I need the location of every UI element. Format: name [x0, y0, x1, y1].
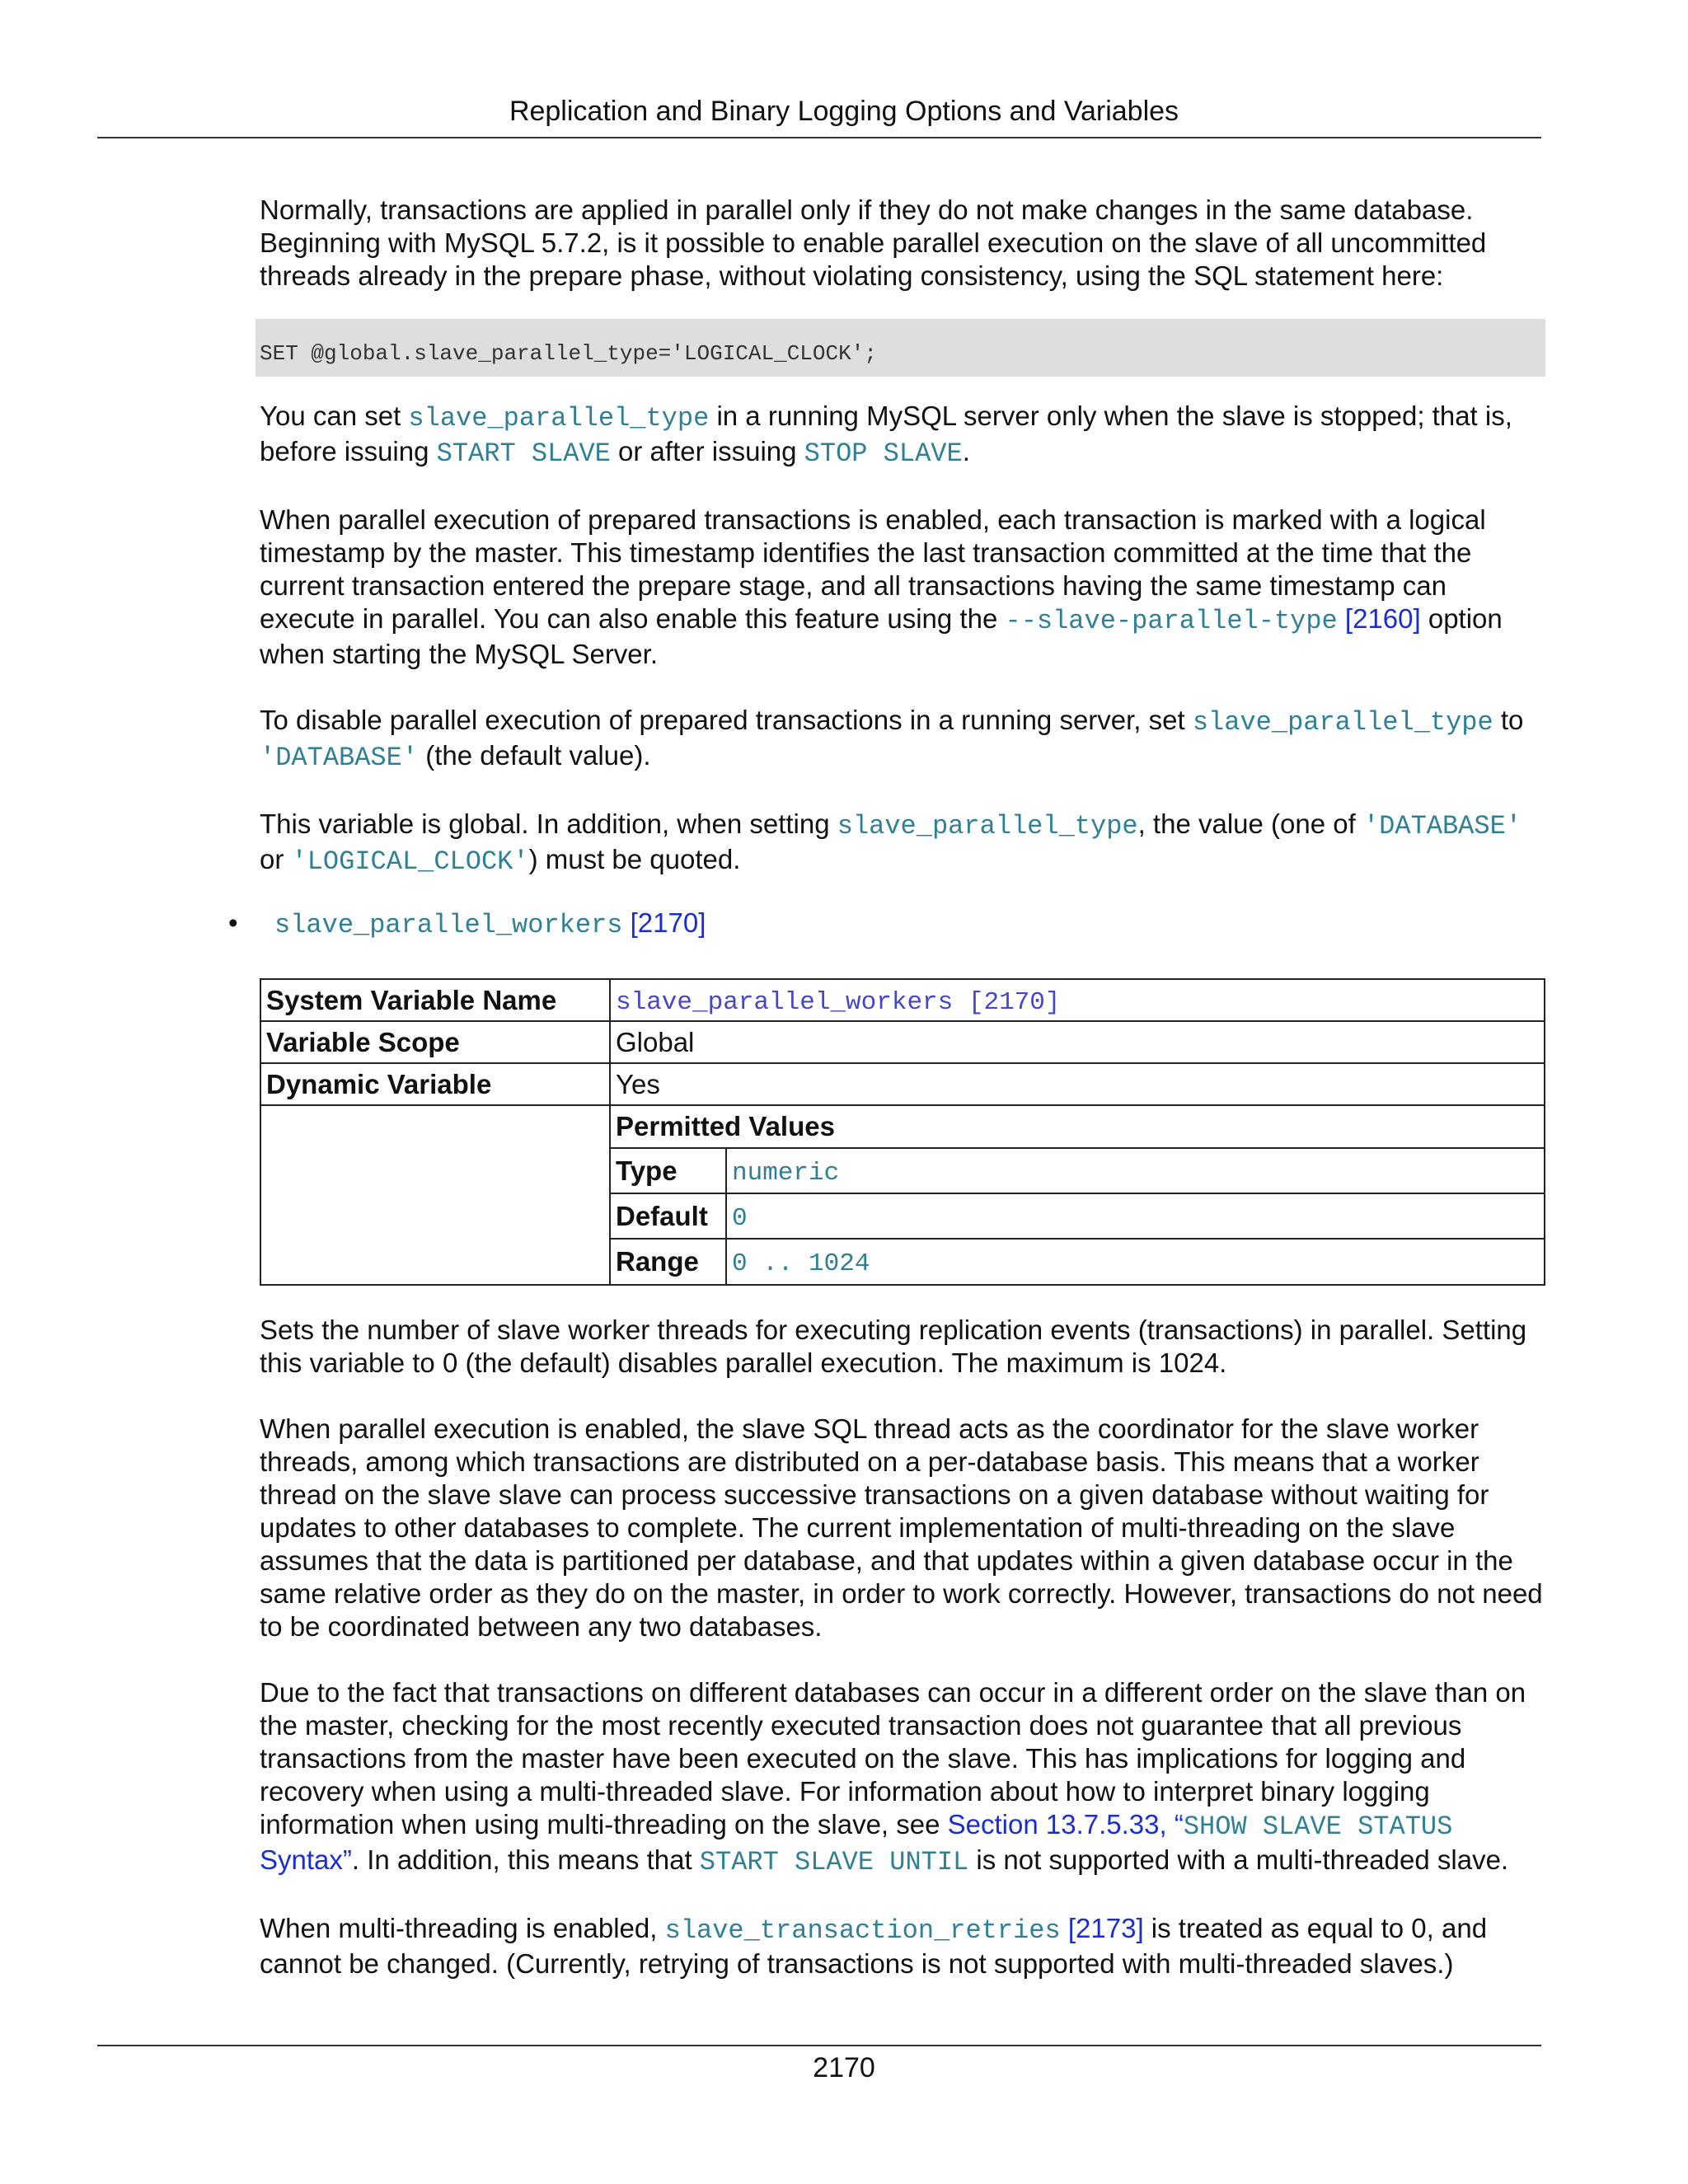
permitted-values-heading: Permitted Values — [611, 1106, 1544, 1148]
code-slave-parallel-type[interactable]: slave_parallel_type — [408, 403, 710, 434]
paragraph-worker-threads: Sets the number of slave worker threads for executing replication events (transactions) in parallel. Setting this variable to 0 (the default) disables parallel execution. The maximum is 1024. — [260, 1315, 1527, 1378]
table-label-dynamic-variable: Dynamic Variable — [260, 1063, 610, 1105]
table-value-variable-scope: Global — [610, 1021, 1545, 1063]
code-slave-parallel-type-3[interactable]: slave_parallel_type — [837, 811, 1138, 841]
table-row — [260, 979, 1545, 1021]
code-slave-parallel-workers[interactable]: slave_parallel_workers — [274, 910, 623, 940]
range-value: 0 .. 1024 — [732, 1249, 870, 1278]
variable-properties-table — [260, 978, 1545, 1286]
paragraph-parallel-intro: Normally, transactions are applied in parallel only if they do not make changes in the same database. Beginning with MySQL 5.7.2, is it possible to enable parallel execution on the slave of all uncommitted threads already in the prepare phase, without violating consistency, using the SQL statement here: — [260, 194, 1487, 291]
table-row — [260, 1063, 1545, 1105]
code-database-value: 'DATABASE' — [260, 743, 419, 773]
table-value-dynamic-variable: Yes — [610, 1063, 1545, 1105]
code-slave-parallel-type-option[interactable]: --slave-parallel-type — [1005, 606, 1338, 636]
type-value: numeric — [726, 1148, 1544, 1193]
default-label: Default — [611, 1193, 726, 1239]
page-content — [228, 194, 1545, 1980]
bullet-item-slave-parallel-workers — [228, 907, 1545, 942]
paragraph-global-variable: This variable is global. In addition, when setting slave_parallel_type, the value (one of 'DATABASE' or 'LOGICAL_CLOCK') must be quoted. — [260, 808, 1522, 877]
header-rule — [97, 137, 1541, 138]
range-label: Range — [611, 1239, 726, 1284]
code-block: SET @global.slave_parallel_type='LOGICAL_CLOCK'; — [256, 319, 1545, 377]
link-2160[interactable]: [2160] — [1344, 603, 1421, 634]
default-value: 0 — [726, 1193, 1544, 1239]
type-label: Type — [611, 1148, 726, 1193]
link-section-show-slave-status[interactable]: Section 13.7.5.33, “SHOW SLAVE STATUS Syntax” — [260, 1809, 1453, 1875]
paragraph-coordinator: When parallel execution is enabled, the slave SQL thread acts as the coordinator for the slave worker threads, among which transactions are distributed on a per-database basis. This means that a worker thread on the slave slave can process successive transactions on a given database without waiting for updates to other databases to complete. The current implementation of multi-threading on the slave assumes that the data is partitioned per database, and that updates within a given database occur in the same relative order as they do on the master, in order to work correctly. However, transactions do not need to be coordinated between any two databases. — [260, 1413, 1543, 1642]
running-header: Replication and Binary Logging Options and Variables — [509, 96, 1179, 127]
paragraph-logical-timestamp: When parallel execution of prepared transactions is enabled, each transaction is marked with a logical timestamp by the master. This timestamp identifies the last transaction committed at the time that the current transaction entered the prepare stage, and all transactions having the same timestamp can execute in parallel. You can also enable this feature using the --slave-parallel-type [2160] option when starting the MySQL Server. — [260, 504, 1503, 669]
code-database-value-2: 'DATABASE' — [1362, 811, 1522, 841]
table-row — [260, 1105, 1545, 1285]
permitted-values-table — [611, 1106, 1544, 1284]
table-value-system-variable-name — [610, 979, 1545, 1021]
link-slave-parallel-workers[interactable]: slave_parallel_workers [2170] — [616, 987, 1061, 1017]
code-slave-transaction-retries[interactable]: slave_transaction_retries — [664, 1915, 1061, 1946]
paragraph-different-order: Due to the fact that transactions on different databases can occur in a different order on the slave than on the master, checking for the most recently executed transaction does not guarantee that all previous transactions from the master have been executed on the slave. This has implications for logging and recovery when using a multi-threaded slave. For information about how to interpret binary logging information when using multi-threading on the slave, see Section 13.7.5.33, “SHOW SLAVE STATUS Syntax”. In addition, this means that START SLAVE UNTIL is not supported with a multi-threaded slave. — [260, 1677, 1526, 1877]
table-label-variable-scope: Variable Scope — [260, 1021, 610, 1063]
permitted-values-cell — [610, 1105, 1545, 1285]
table-row — [260, 1021, 1545, 1063]
table-label-system-variable-name: System Variable Name — [260, 979, 610, 1021]
paragraph-set-type: You can set slave_parallel_type in a running MySQL server only when the slave is stopped; that is, before issuing START SLAVE or after issuing STOP SLAVE. — [260, 401, 1512, 469]
page-number: 2170 — [813, 2052, 875, 2083]
code-stop-slave[interactable]: STOP SLAVE — [804, 438, 963, 469]
code-start-slave-until[interactable]: START SLAVE UNTIL — [699, 1847, 969, 1877]
code-logical-clock-value: 'LOGICAL_CLOCK' — [291, 846, 529, 877]
code-slave-parallel-type-2[interactable]: slave_parallel_type — [1192, 707, 1493, 738]
table-empty-cell — [260, 1105, 610, 1285]
link-2173[interactable]: [2173] — [1067, 1913, 1144, 1943]
paragraph-retries: When multi-threading is enabled, slave_transaction_retries [2173] is treated as equal to 0, and cannot be changed. (Currently, retrying of transactions is not supported with multi-threaded slaves.) — [260, 1913, 1488, 1979]
code-start-slave[interactable]: START SLAVE — [436, 438, 611, 469]
paragraph-disable-parallel: To disable parallel execution of prepared transactions in a running server, set slave_parallel_type to 'DATABASE' (the default value). — [260, 705, 1524, 773]
link-2170[interactable]: [2170] — [630, 907, 706, 938]
bullet-icon: • — [228, 907, 238, 938]
footer-rule — [97, 2045, 1541, 2046]
